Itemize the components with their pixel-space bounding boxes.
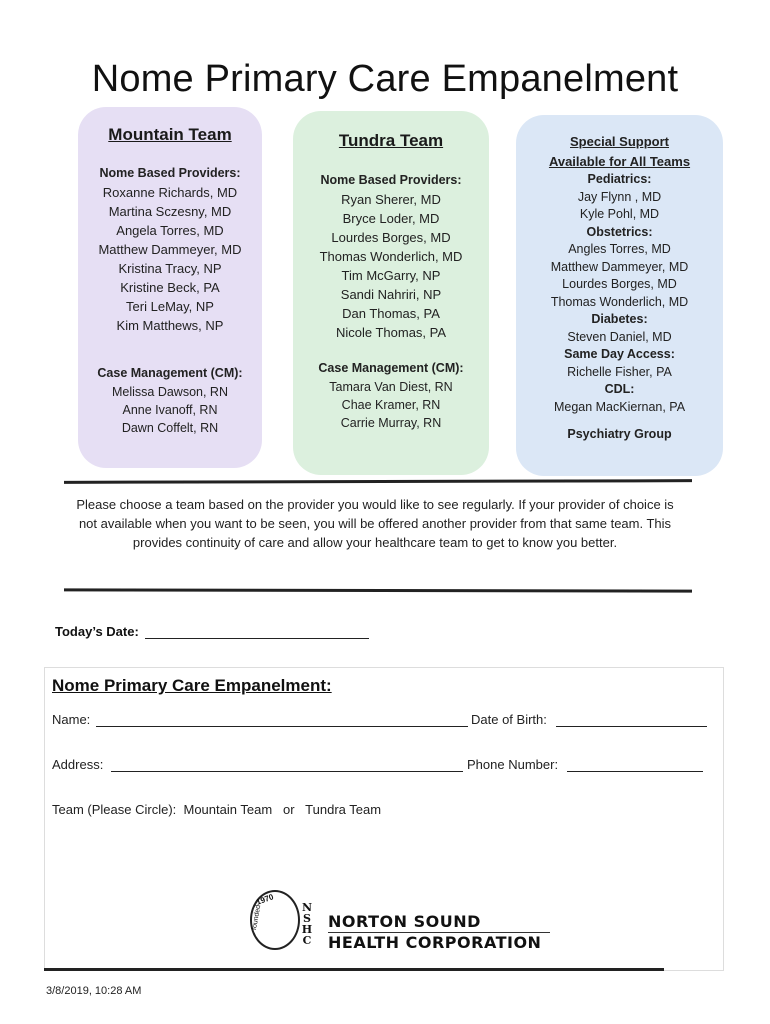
nshc-letters	[300, 902, 314, 946]
form-title: Nome Primary Care Empanelment:	[52, 676, 332, 695]
mountain-cm-heading: Case Management (CM):	[97, 366, 243, 380]
mountain-cm-member: Melissa Dawson, RN	[111, 385, 228, 399]
todays-date-label: Today’s Date:	[55, 624, 139, 639]
address-label: Address:	[52, 757, 104, 772]
team-label: Team (Please Circle):	[52, 802, 177, 817]
tundra-provider: Lourdes Borges, MD	[331, 230, 451, 245]
tundra-provider: Ryan Sherer, MD	[341, 192, 441, 207]
obstetrics-provider: Angles Torres, MD	[568, 242, 671, 256]
obstetrics-provider: Matthew Dammeyer, MD	[550, 259, 689, 274]
mountain-cm-member: Dawn Coffelt, RN	[121, 421, 219, 435]
todays-date-field[interactable]	[145, 638, 369, 639]
tundra-cm-member: Tamara Van Diest, RN	[329, 380, 453, 394]
tundra-providers-heading: Nome Based Providers:	[320, 173, 462, 187]
divider-top	[64, 479, 692, 484]
tundra-provider: Nicole Thomas, PA	[335, 325, 447, 340]
mountain-provider: Kim Matthews, NP	[116, 318, 224, 333]
dob-label: Date of Birth:	[471, 712, 547, 727]
tundra-cm-member: Chae Kramer, RN	[341, 398, 441, 412]
mountain-team-card	[78, 107, 262, 468]
tundra-provider: Bryce Loder, MD	[342, 211, 440, 226]
mountain-cm-member: Anne Ivanoff, RN	[122, 403, 218, 417]
diabetes-heading: Diabetes:	[591, 312, 648, 326]
tundra-provider: Tim McGarry, NP	[341, 268, 441, 283]
name-label: Name:	[52, 712, 91, 727]
divider-bottom	[64, 588, 692, 592]
cdl-provider: Megan MacKiernan, PA	[553, 399, 686, 414]
mountain-team-title: Mountain Team	[108, 125, 232, 144]
tundra-cm-member: Carrie Murray, RN	[340, 416, 442, 430]
special-support-title-line2: Available for All Teams	[548, 153, 691, 169]
team-circle-row	[52, 802, 381, 817]
nshc-logo	[250, 890, 555, 962]
logo-letter: C	[302, 934, 312, 947]
logo-letter: N	[301, 901, 313, 914]
mountain-provider: Matthew Dammeyer, MD	[98, 242, 242, 257]
tundra-cm-heading: Case Management (CM):	[318, 361, 464, 375]
mountain-provider: Teri LeMay, NP	[126, 299, 214, 314]
obstetrics-provider: Thomas Wonderlich, MD	[550, 294, 689, 309]
pediatrics-provider: Kyle Pohl, MD	[579, 207, 660, 221]
obstetrics-heading: Obstetrics:	[586, 224, 653, 239]
pediatrics-heading: Pediatrics:	[587, 172, 652, 186]
phone-field[interactable]	[567, 771, 703, 772]
dob-field[interactable]	[556, 726, 707, 727]
diabetes-provider: Steven Daniel, MD	[567, 329, 672, 344]
pediatrics-provider: Jay Flynn , MD	[577, 189, 662, 204]
nshc-seal	[250, 890, 300, 950]
phone-label: Phone Number:	[467, 757, 559, 772]
tundra-provider: Sandi Nahriri, NP	[340, 287, 442, 302]
logo-letter: S	[303, 912, 311, 925]
seal-year: 1970	[254, 892, 275, 907]
footer-divider	[44, 968, 664, 971]
page-title: Nome Primary Care Empanelment	[91, 58, 679, 100]
psychiatry-group: Psychiatry Group	[567, 427, 672, 441]
logo-letter: H	[301, 923, 313, 936]
mountain-provider: Angela Torres, MD	[116, 223, 224, 238]
team-or: or	[283, 802, 295, 817]
instructions-paragraph: Please choose a team based on the provider you would like to see regularly. If your provider of choice is not available when you want to be seen, you will be offered another provider from that same team. This provides continuity of care and allow your healthcare team to get to know you better.	[76, 497, 674, 550]
team-option-mountain[interactable]: Mountain Team	[183, 802, 273, 817]
special-support-title	[516, 132, 723, 171]
special-support-title-line1: Special Support	[570, 134, 669, 149]
same-day-heading: Same Day Access:	[564, 347, 675, 361]
mountain-providers-heading: Nome Based Providers:	[99, 166, 241, 180]
same-day-provider: Richelle Fisher, PA	[567, 364, 672, 379]
cdl-heading: CDL:	[604, 382, 635, 396]
special-support-card	[516, 115, 723, 476]
tundra-provider: Dan Thomas, PA	[342, 306, 440, 321]
obstetrics-provider: Lourdes Borges, MD	[562, 277, 677, 291]
org-name-line1: NORTON SOUND	[328, 912, 481, 931]
mountain-provider: Kristina Tracy, NP	[118, 261, 222, 276]
tundra-team-title: Tundra Team	[338, 131, 444, 150]
mountain-provider: Kristine Beck, PA	[120, 280, 220, 295]
mountain-provider: Roxanne Richards, MD	[102, 185, 238, 200]
team-option-tundra[interactable]: Tundra Team	[305, 802, 382, 817]
tundra-provider: Thomas Wonderlich, MD	[319, 249, 463, 264]
org-name-line2: HEALTH CORPORATION	[328, 933, 542, 952]
print-timestamp: 3/8/2019, 10:28 AM	[46, 985, 142, 997]
seal-founded: founded	[251, 904, 263, 931]
address-field[interactable]	[111, 771, 463, 772]
name-field[interactable]	[96, 726, 468, 727]
mountain-provider: Martina Sczesny, MD	[108, 204, 232, 219]
tundra-team-card	[293, 111, 489, 475]
